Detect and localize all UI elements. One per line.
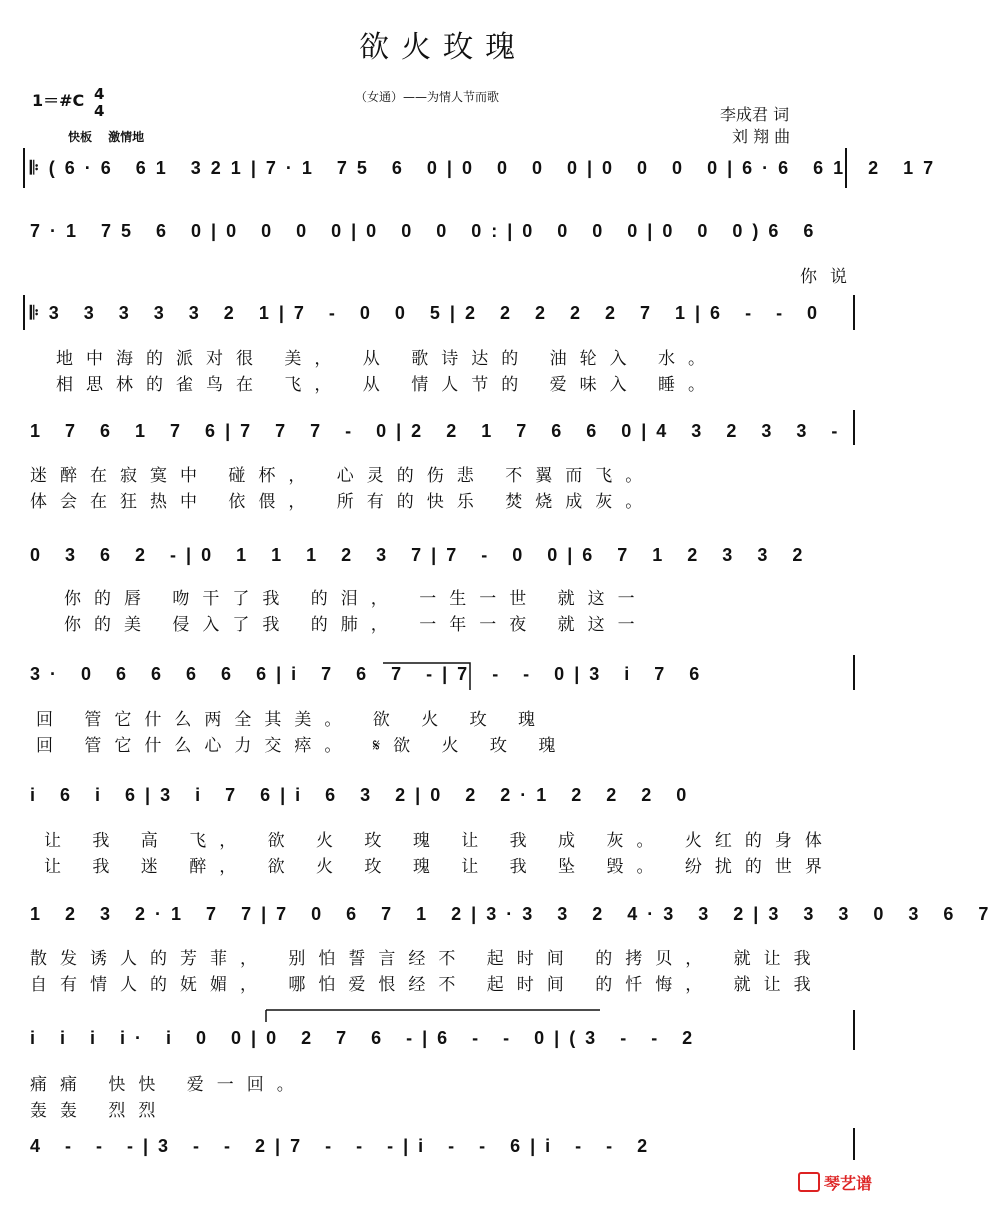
system-4-lyric-1: 迷醉在寂寞中 碰杯， 心灵的伤悲 不翼而飞。 <box>30 466 656 486</box>
system-10-notes: 4 - - -|3 - - 2|7 - - -|i - - 6|i - - 2 <box>30 1136 658 1156</box>
system-8-notes: 1 2 3 2·1 7 7|7 0 6 7 1 2|3·3 3 2 4·3 3 2|3 3 3 0 3 6 7 <box>30 904 998 924</box>
system-2-notes: 7·1 75 6 0|0 0 0 0|0 0 0 0:|0 0 0 0|0 0 0)6 6 <box>30 221 824 241</box>
system-6-lyric-2: 回 管它什么心力交瘁。 𝄋欲 火 玫 瑰 <box>36 736 569 756</box>
system-3-notes: 𝄆3 3 3 3 3 2 1|7 - 0 0 5|2 2 2 2 2 7 1|6 - - 0 <box>30 303 828 323</box>
system-4-lyric-2: 体会在狂热中 依偎， 所有的快乐 焚烧成灰。 <box>30 492 656 512</box>
system-1-notes: 𝄆(6·6 61 321|7·1 75 6 0|0 0 0 0|0 0 0 0|6·6 61 2 17 <box>30 158 944 178</box>
song-subtitle: （女通）——为情人节而歌 <box>355 90 500 104</box>
system-3-lyric-2: 相思林的雀鸟在 飞， 从 情人节的 爱味入 睡。 <box>56 375 719 395</box>
composer-credit: 刘 翔 曲 <box>732 127 791 146</box>
system-5-lyric-1: 你的唇 吻干了我 的泪， 一生一世 就这一 <box>64 589 648 609</box>
system-7-lyric-1: 让 我 高 飞， 欲 火 玫 瑰 让 我 成 灰。 火红的身体 <box>44 831 835 851</box>
system-3-lyric-1: 地中海的派对很 美， 从 歌诗达的 油轮入 水。 <box>56 349 719 369</box>
watermark-logo-icon <box>798 1172 820 1192</box>
system-6-notes: 3· 0 6 6 6 6 6|i 7 6 7 -|7 - - 0|3 i 7 6 <box>30 664 710 684</box>
system-6-lyric-1: 回 管它什么两全其美。 欲 火 玫 瑰 <box>36 710 549 730</box>
volta-bracket <box>266 1010 600 1022</box>
lyricist-credit: 李成君 词 <box>720 105 790 124</box>
song-title: 欲火玫瑰 <box>359 30 527 65</box>
key-signature: 1＝#C <box>32 91 85 110</box>
system-9-lyric-1: 痛痛 快快 爱一回。 <box>30 1075 307 1095</box>
watermark <box>798 1171 872 1194</box>
system-9-lyric-2: 轰轰 烈烈 <box>30 1101 169 1121</box>
system-9-notes: i i i i· i 0 0|0 2 7 6 -|6 - - 0|(3 - - 2 <box>30 1028 703 1048</box>
tie-bracket <box>383 663 470 690</box>
system-5-lyric-2: 你的美 侵入了我 的肺， 一年一夜 就这一 <box>64 615 648 635</box>
system-7-notes: i 6 i 6|3 i 7 6|i 6 3 2|0 2 2·1 2 2 2 0 <box>30 785 697 805</box>
system-7-lyric-2: 让 我 迷 醉， 欲 火 玫 瑰 让 我 坠 毁。 纷扰的世界 <box>44 857 835 877</box>
system-5-notes: 0 3 6 2 -|0 1 1 1 2 3 7|7 - 0 0|6 7 1 2 3 3 2 <box>30 545 813 565</box>
meter-top: 4 <box>94 85 105 103</box>
system-8-lyric-2: 自有情人的妩媚， 哪怕爱恨经不 起时间 的忏悔， 就让我 <box>30 975 824 995</box>
system-8-lyric-1: 散发诱人的芳菲， 别怕誓言经不 起时间 的拷贝， 就让我 <box>30 949 824 969</box>
watermark-text: 琴艺谱 <box>823 1174 872 1193</box>
tempo-marking: 快板 激情地 <box>68 130 145 144</box>
system-2-lyric-1: 你说 <box>800 267 860 287</box>
system-4-notes: 1 7 6 1 7 6|7 7 7 - 0|2 2 1 7 6 6 0|4 3 2 3 3 - <box>30 421 848 441</box>
meter-bottom: 4 <box>94 102 105 120</box>
